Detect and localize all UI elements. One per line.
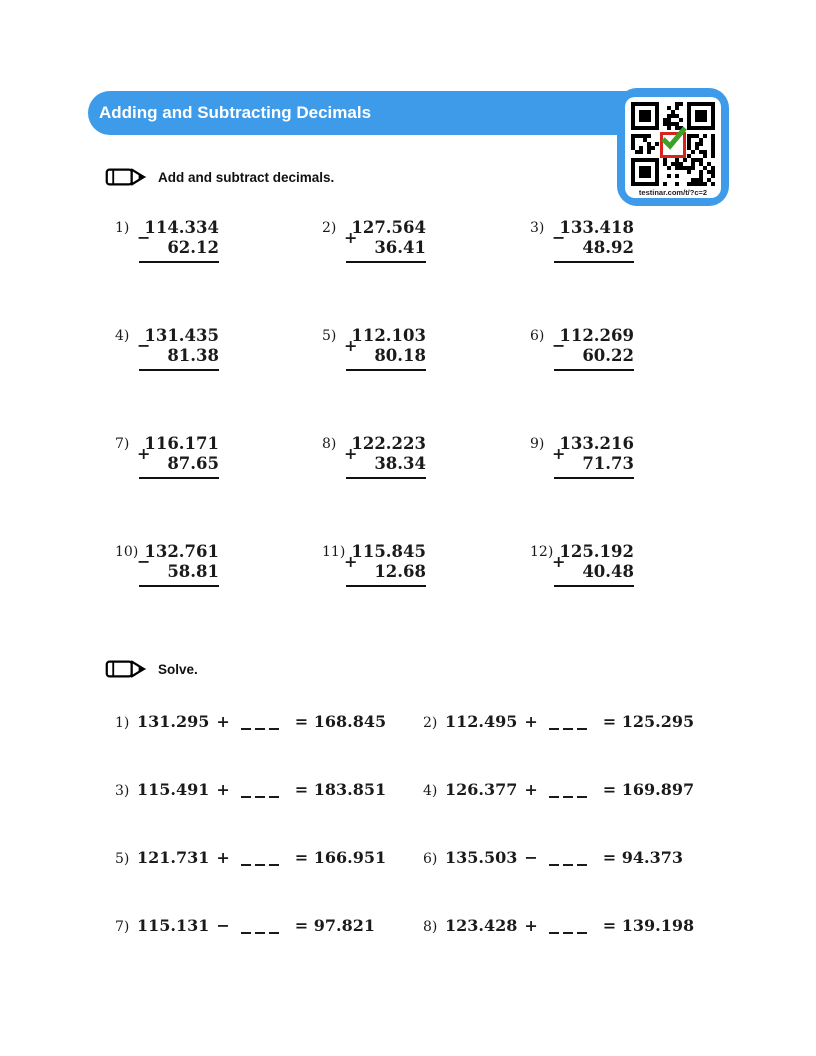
problem-body [346,542,426,587]
instruction-row-1 [104,162,334,192]
solve-problem [423,780,699,799]
vertical-problem [115,434,227,496]
vertical-problem [530,434,642,496]
equation [445,848,688,867]
problem-body [554,326,634,371]
qr-logo-red-box [660,132,686,158]
problem-number: 2) [423,715,438,731]
problem-number: 5) [115,851,130,867]
bottom-operand: 40.48 [582,562,634,581]
problem-number: 4) [423,783,438,799]
problem-body [346,218,426,263]
first-operand: 135.503 [445,848,518,867]
problem-body [346,326,426,371]
answer-blank [549,725,591,727]
pencil-icon [104,162,152,192]
result-value: = 97.821 [294,916,375,935]
vertical-problem [115,218,227,280]
answer-blank [549,929,591,931]
operator-sign: + [552,552,566,571]
result-value: = 125.295 [602,712,695,731]
bottom-operand: 12.68 [374,562,426,581]
bottom-operand: 62.12 [167,238,219,257]
top-operand: 112.269 [559,326,634,345]
problem-number: 3) [530,220,545,236]
operator-sign: + [344,336,358,355]
operator-sign: − [137,228,151,247]
problem-body [346,434,426,479]
bottom-operand: 60.22 [582,346,634,365]
problem-number: 11) [322,544,346,560]
equation [137,848,391,867]
problem-number: 5) [322,328,337,344]
answer-blank [549,861,591,863]
operator-sign: + [524,780,538,799]
operator-sign: − [552,228,566,247]
solve-problem [115,848,391,867]
top-operand: 132.761 [144,542,219,561]
vertical-problem [530,326,642,388]
problem-body [554,218,634,263]
answer-blank [241,861,283,863]
problem-body [554,542,634,587]
equation [137,712,391,731]
problem-number: 7) [115,919,130,935]
operator-sign: − [552,336,566,355]
bottom-operand: 80.18 [374,346,426,365]
bottom-operand: 71.73 [582,454,634,473]
operator-sign: + [216,712,230,731]
problem-number: 9) [530,436,545,452]
bottom-operand: 36.41 [374,238,426,257]
problem-body [139,542,219,587]
equation [445,916,699,935]
vertical-problem [530,542,642,604]
bottom-operand: 38.34 [374,454,426,473]
problem-number: 8) [322,436,337,452]
qr-panel [617,88,729,206]
operator-sign: − [216,916,230,935]
vertical-problem [115,542,227,604]
operator-sign: + [344,444,358,463]
top-operand: 127.564 [351,218,426,237]
answer-blank [241,929,283,931]
problem-number: 1) [115,220,130,236]
result-value: = 94.373 [602,848,683,867]
first-operand: 115.491 [137,780,210,799]
equation [445,712,699,731]
solve-problem [423,916,699,935]
first-operand: 126.377 [445,780,518,799]
vertical-problem [322,434,434,496]
operator-sign: + [216,780,230,799]
top-operand: 133.216 [559,434,634,453]
equation [137,916,380,935]
top-operand: 112.103 [351,326,426,345]
problem-body [139,218,219,263]
vertical-problem [322,326,434,388]
equation [137,780,391,799]
vertical-problem [530,218,642,280]
answer-blank [549,793,591,795]
operator-sign: + [344,552,358,571]
problem-number: 7) [115,436,130,452]
bottom-operand: 48.92 [582,238,634,257]
problem-body [139,326,219,371]
top-operand: 133.418 [559,218,634,237]
solve-problem [115,712,391,731]
top-operand: 125.192 [559,542,634,561]
operator-sign: + [216,848,230,867]
problem-number: 2) [322,220,337,236]
result-value: = 169.897 [602,780,695,799]
operator-sign: − [137,552,151,571]
result-value: = 183.851 [294,780,387,799]
solve-problem [115,780,391,799]
instruction-1-label: Add and subtract decimals. [158,169,335,185]
qr-code-icon [631,102,715,186]
answer-blank [241,725,283,727]
qr-caption: testinar.com/t/?c=2 [638,188,708,197]
operator-sign: − [524,848,538,867]
top-operand: 114.334 [144,218,219,237]
first-operand: 123.428 [445,916,518,935]
top-operand: 131.435 [144,326,219,345]
bottom-operand: 58.81 [167,562,219,581]
first-operand: 115.131 [137,916,210,935]
problem-number: 1) [115,715,130,731]
problem-number: 6) [530,328,545,344]
first-operand: 121.731 [137,848,210,867]
problem-number: 3) [115,783,130,799]
top-operand: 122.223 [351,434,426,453]
top-operand: 116.171 [144,434,219,453]
pencil-icon [104,654,152,684]
problem-number: 4) [115,328,130,344]
operator-sign: + [552,444,566,463]
result-value: = 166.951 [294,848,387,867]
top-operand: 115.845 [351,542,426,561]
operator-sign: + [137,444,151,463]
operator-sign: − [137,336,151,355]
problem-body [139,434,219,479]
instruction-row-2 [104,654,198,684]
first-operand: 131.295 [137,712,210,731]
bottom-operand: 81.38 [167,346,219,365]
answer-blank [241,793,283,795]
solve-problem [423,848,688,867]
solve-problem [115,916,380,935]
first-operand: 112.495 [445,712,518,731]
problem-number: 10) [115,544,139,560]
operator-sign: + [524,916,538,935]
equation [445,780,699,799]
operator-sign: + [524,712,538,731]
result-value: = 168.845 [294,712,387,731]
vertical-problem [322,542,434,604]
page-title: Adding and Subtracting Decimals [99,103,372,122]
solve-problem [423,712,699,731]
problem-number: 12) [530,544,554,560]
operator-sign: + [344,228,358,247]
qr-card [625,97,721,198]
problem-number: 8) [423,919,438,935]
instruction-2-label: Solve. [158,661,198,677]
result-value: = 139.198 [602,916,695,935]
problem-number: 6) [423,851,438,867]
vertical-problem [115,326,227,388]
problem-body [554,434,634,479]
bottom-operand: 87.65 [167,454,219,473]
vertical-problem [322,218,434,280]
